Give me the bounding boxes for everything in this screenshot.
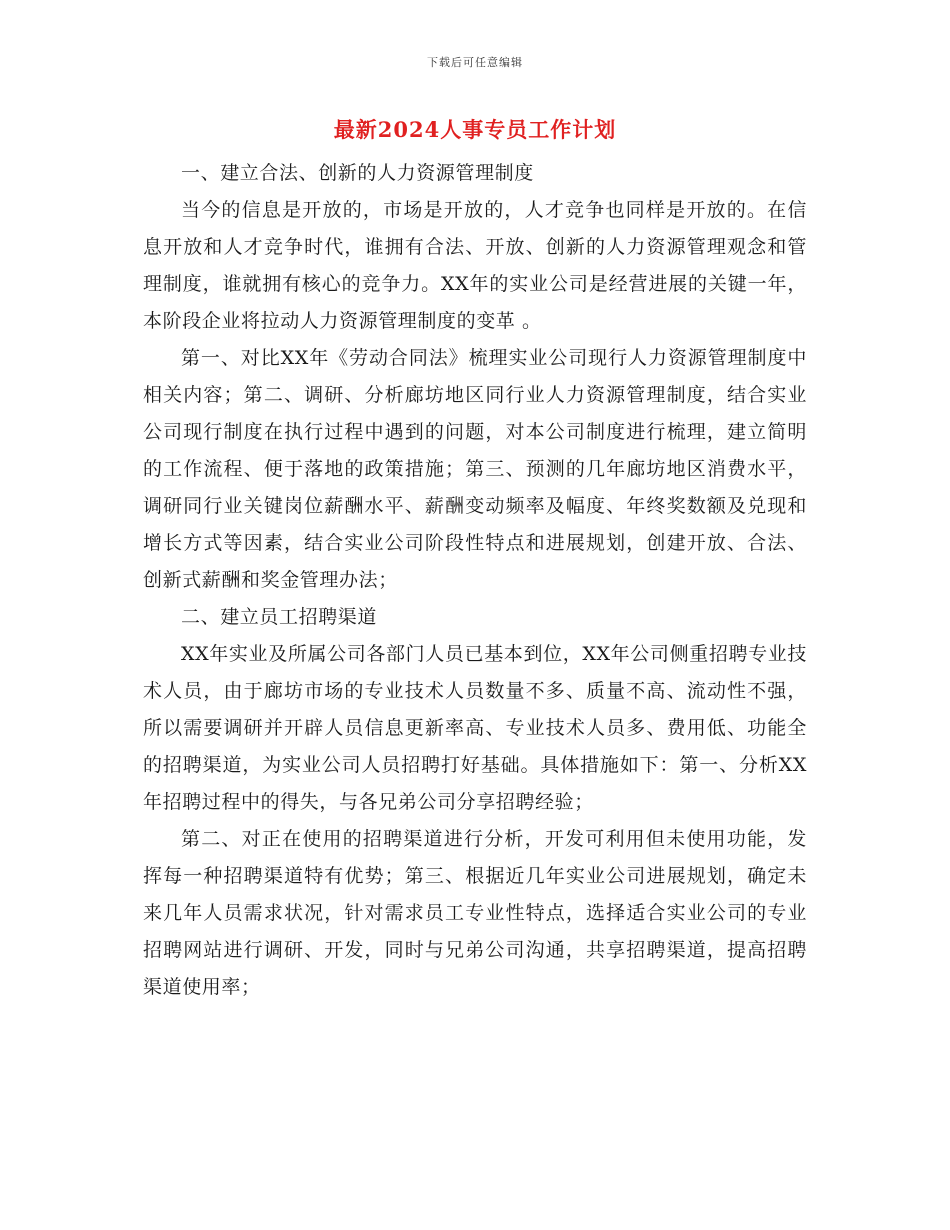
section-heading-1: 一、建立合法、创新的人力资源管理制度 bbox=[181, 162, 534, 184]
paragraph-recruiting: XX年实业及所属公司各部门人员已基本到位，XX年公司侧重招聘专业技术人员，由于廊坊市场的专业技术人员数量不多、质量不高、流动性不强，所以需要调研并开辟人员信息更新率高、专业技术人员多、费用低、功能全的招聘渠道，为实业公司人员招聘打好基础。具体措施如下：第一、分析XX年招聘过程中的得失，与各兄弟公司分享招聘经验； bbox=[143, 643, 807, 813]
section-heading-2: 二、建立员工招聘渠道 bbox=[181, 606, 378, 628]
header-note: 下载后可任意编辑 bbox=[427, 56, 523, 69]
document-body bbox=[143, 155, 807, 1006]
paragraph-intro: 当今的信息是开放的，市场是开放的，人才竞争也同样是开放的。在信息开放和人才竞争时代，谁拥有合法、开放、创新的人力资源管理观念和管理制度，谁就拥有核心的竞争力。XX年的实业公司是经营进展的关键一年，本阶段企业将拉动人力资源管理制度的变革 。 bbox=[143, 199, 807, 332]
paragraph-measures-1: 第一、对比XX年《劳动合同法》梳理实业公司现行人力资源管理制度中相关内容；第二、调研、分析廊坊地区同行业人力资源管理制度，结合实业公司现行制度在执行过程中遇到的问题，对本公司制度进行梳理，建立简明的工作流程、便于落地的政策措施；第三、预测的几年廊坊地区消费水平，调研同行业关键岗位薪酬水平、薪酬变动频率及幅度、年终奖数额及兑现和增长方式等因素，结合实业公司阶段性特点和进展规划，创建开放、合法、创新式薪酬和奖金管理办法； bbox=[143, 347, 807, 591]
paragraph-recruiting-channels: 第二、对正在使用的招聘渠道进行分析，开发可利用但未使用功能，发挥每一种招聘渠道特有优势；第三、根据近几年实业公司进展规划，确定未来几年人员需求状况，针对需求员工专业性特点，选择适合实业公司的专业招聘网站进行调研、开发，同时与兄弟公司沟通，共享招聘渠道，提高招聘渠道使用率； bbox=[143, 828, 807, 998]
document-title: 最新2024人事专员工作计划 bbox=[333, 117, 617, 142]
